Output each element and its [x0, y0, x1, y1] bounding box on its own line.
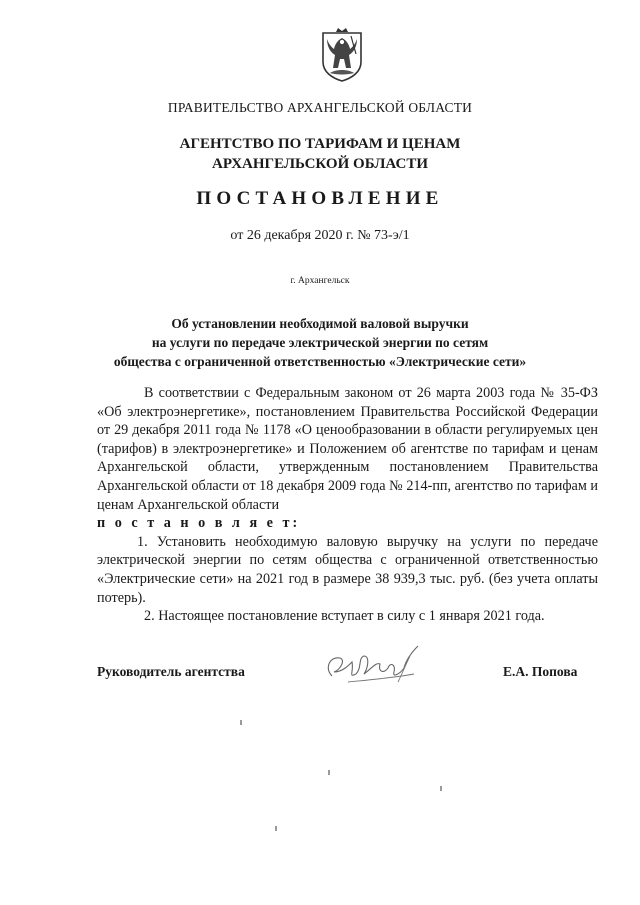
preamble-paragraph: В соответствии с Федеральным законом от 26 марта 2003 года № 35-ФЗ «Об электроэнергетике», постановлением Правительства Российской Федерации от 29 декабря 2011 года № 1178 «О ценообразовании в области регулируемых цен (тарифов) в электроэнергетике» и Положением об агентстве по тарифам и ценам Архангельской области, утвержденным постановлением Правительства Архангельской области от 18 декабря 2009 года № 214-пп, агентство по тарифам и ценам Архангельской области [97, 385, 598, 513]
subject-line2: на услуги по передаче электрической энергии по сетям [151, 335, 489, 350]
subject-line3: общества с ограниченной ответственностью «Электрические сети» [113, 354, 527, 369]
subject-line1: Об установлении необходимой валовой выручки [171, 316, 469, 331]
signatory-name: Е.А. Попова [503, 664, 578, 679]
document-body [97, 384, 598, 626]
coat-of-arms-icon [318, 28, 366, 82]
scan-speck [440, 786, 442, 791]
item-2-paragraph: 2. Настоящее постановление вступает в силу с 1 января 2021 года. [144, 608, 545, 625]
document-date-number: от 26 декабря 2020 г. № 73-э/1 [230, 228, 410, 243]
scan-speck [328, 770, 330, 775]
agency-name-line1: АГЕНТСТВО ПО ТАРИФАМ И ЦЕНАМ [179, 136, 461, 152]
document-city: г. Архангельск [290, 276, 350, 286]
decree-word: п о с т а н о в л я е т: [97, 515, 301, 532]
government-name: ПРАВИТЕЛЬСТВО АРХАНГЕЛЬСКОЙ ОБЛАСТИ [167, 100, 473, 115]
agency-name-line2: АРХАНГЕЛЬСКОЙ ОБЛАСТИ [212, 156, 428, 172]
item-1-paragraph: 1. Установить необходимую валовую выручку на услуги по передаче электрической энергии по сетям общества с ограниченной ответственностью «Электрические сети» на 2021 год в размере 38 939,3 тыс. руб. (без учета оплаты потерь). [97, 533, 598, 606]
document-subject [0, 314, 640, 371]
scan-speck [275, 826, 277, 831]
scan-speck [240, 720, 242, 725]
handwritten-signature [318, 638, 430, 690]
agency-name [0, 134, 640, 174]
signatory-role: Руководитель агентства [97, 664, 245, 679]
document-type-title: ПОСТАНОВЛЕНИЕ [196, 188, 444, 209]
